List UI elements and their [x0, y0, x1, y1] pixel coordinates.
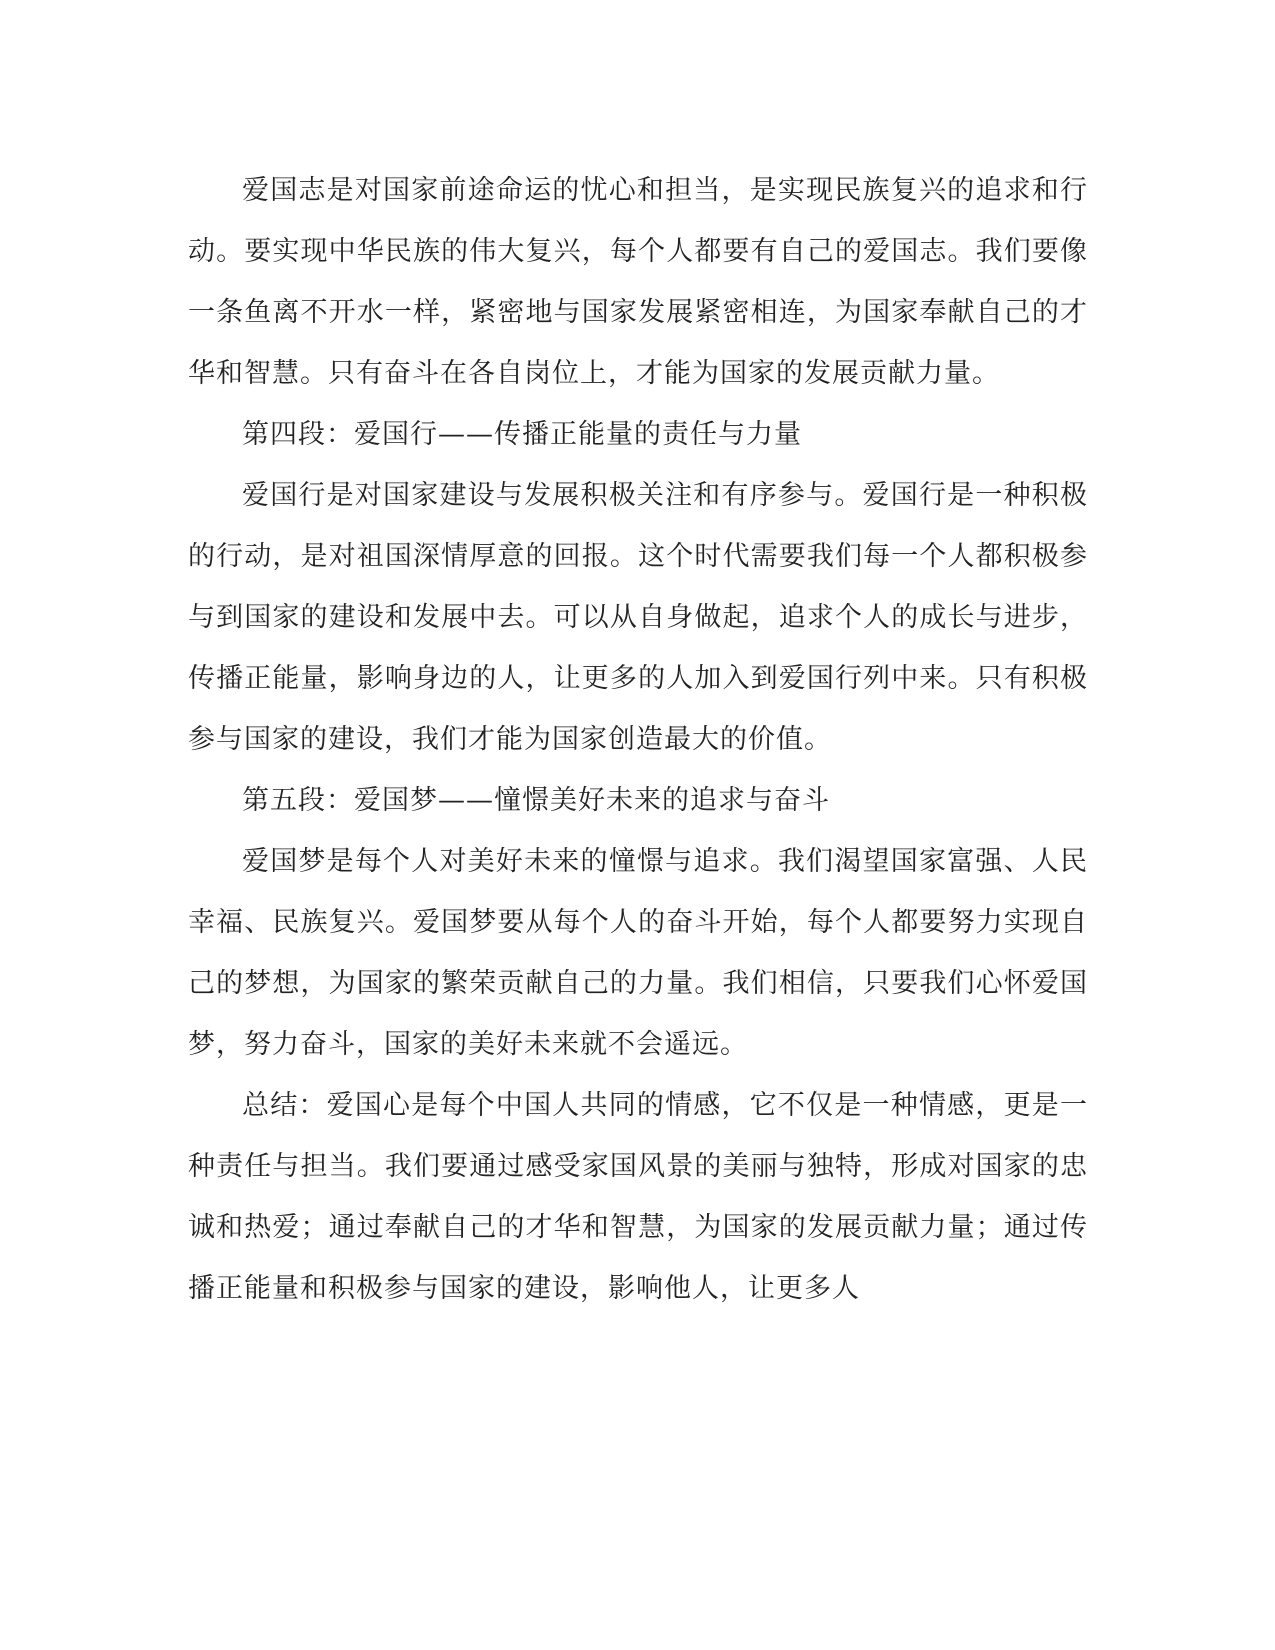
paragraph-summary: 总结：爱国心是每个中国人共同的情感，它不仅是一种情感，更是一种责任与担当。我们要通过感受家国风景的美丽与独特，形成对国家的忠诚和热爱；通过奉献自己的才华和智慧，为国家的发展贡献力量；通过传播正能量和积极参与国家的建设，影响他人，让更多人: [188, 1090, 1088, 1304]
document-body: [188, 160, 1088, 1319]
paragraph-patriotic-dream: 爱国梦是每个人对美好未来的憧憬与追求。我们渴望国家富强、人民幸福、民族复兴。爱国梦要从每个人的奋斗开始，每个人都要努力实现自己的梦想，为国家的繁荣贡献自己的力量。我们相信，只要我们心怀爱国梦，努力奋斗，国家的美好未来就不会遥远。: [188, 846, 1088, 1060]
section-heading-four: 第四段：爱国行——传播正能量的责任与力量: [242, 419, 802, 450]
paragraph-patriotic-action: 爱国行是对国家建设与发展积极关注和有序参与。爱国行是一种积极的行动，是对祖国深情厚意的回报。这个时代需要我们每一个人都积极参与到国家的建设和发展中去。可以从自身做起，追求个人的成长与进步，传播正能量，影响身边的人，让更多的人加入到爱国行列中来。只有积极参与国家的建设，我们才能为国家创造最大的价值。: [188, 480, 1088, 755]
paragraph-patriotic-ambition: 爱国志是对国家前途命运的忧心和担当，是实现民族复兴的追求和行动。要实现中华民族的伟大复兴，每个人都要有自己的爱国志。我们要像一条鱼离不开水一样，紧密地与国家发展紧密相连，为国家奉献自己的才华和智慧。只有奋斗在各自岗位上，才能为国家的发展贡献力量。: [188, 175, 1088, 389]
section-heading-five: 第五段：爱国梦——憧憬美好未来的追求与奋斗: [242, 785, 830, 816]
